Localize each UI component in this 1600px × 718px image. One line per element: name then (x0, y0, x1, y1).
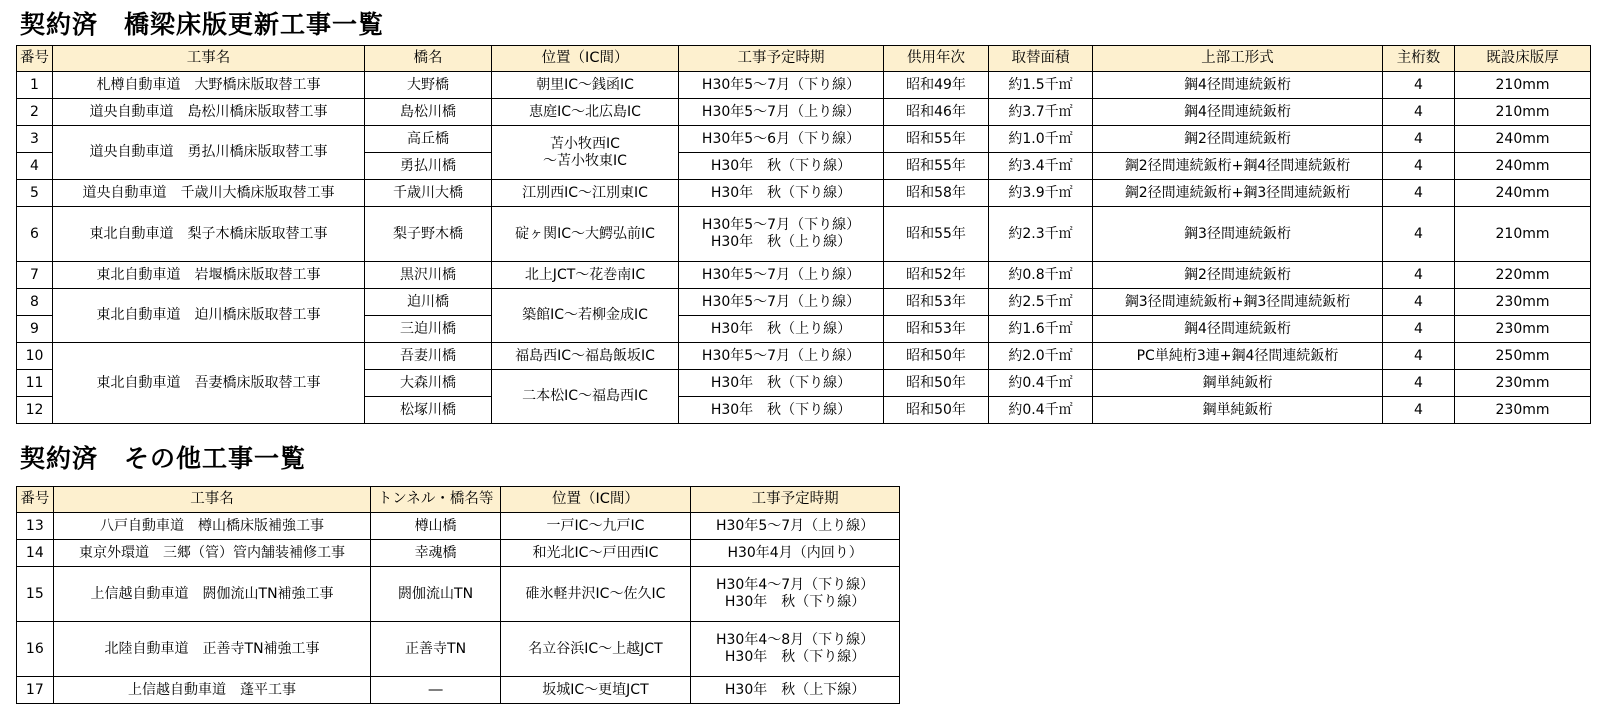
cell-year: 昭和49年 (884, 72, 989, 99)
cell-project: 八戸自動車道 樽山橋床版補強工事 (53, 513, 371, 540)
cell-bridge: 吾妻川橋 (365, 343, 492, 370)
cell-schedule: H30年5～6月（下り線） (679, 126, 884, 153)
cell-bridge: 黒沢川橋 (365, 262, 492, 289)
col-header-name: トンネル・橋名等 (371, 487, 500, 513)
cell-number: 15 (17, 567, 54, 622)
cell-area: 約3.4千㎡ (989, 153, 1093, 180)
cell-area: 約2.0千㎡ (989, 343, 1093, 370)
table-header-row (17, 487, 900, 513)
cell-thickness: 210mm (1455, 72, 1591, 99)
cell-number: 6 (17, 207, 53, 262)
col-header-location: 位置（IC間） (500, 487, 690, 513)
cell-number: 14 (17, 540, 54, 567)
cell-girders: 4 (1383, 316, 1455, 343)
cell-bridge: 迫川橋 (365, 289, 492, 316)
table-header-row (17, 46, 1591, 72)
cell-thickness: 240mm (1455, 153, 1591, 180)
cell-schedule: H30年5～7月（下り線） (679, 72, 884, 99)
cell-project: 上信越自動車道 閼伽流山TN補強工事 (53, 567, 371, 622)
cell-year: 昭和58年 (884, 180, 989, 207)
cell-year: 昭和53年 (884, 289, 989, 316)
cell-location: 江別西IC～江別東IC (492, 180, 679, 207)
col-header-year: 供用年次 (884, 46, 989, 72)
table-row (17, 207, 1591, 262)
cell-year: 昭和55年 (884, 207, 989, 262)
cell-number: 5 (17, 180, 53, 207)
cell-number: 8 (17, 289, 53, 316)
cell-number: 13 (17, 513, 54, 540)
cell-girders: 4 (1383, 207, 1455, 262)
cell-number: 10 (17, 343, 53, 370)
cell-girders: 4 (1383, 262, 1455, 289)
table-row (17, 677, 900, 704)
cell-girders: 4 (1383, 72, 1455, 99)
cell-schedule: H30年5～7月（上り線） (679, 343, 884, 370)
cell-location: 福島西IC～福島飯坂IC (492, 343, 679, 370)
cell-schedule: H30年 秋（上り線） (679, 316, 884, 343)
bridge-deck-table (16, 45, 1591, 424)
table-row (17, 513, 900, 540)
cell-name: 閼伽流山TN (371, 567, 500, 622)
cell-bridge: 高丘橋 (365, 126, 492, 153)
cell-schedule: H30年4～8月（下り線） H30年 秋（下り線） (691, 622, 900, 677)
table-row (17, 289, 1591, 316)
col-header-location: 位置（IC間） (492, 46, 679, 72)
cell-schedule: H30年5～7月（上り線） (679, 262, 884, 289)
cell-project: 道央自動車道 勇払川橋床版取替工事 (53, 126, 365, 180)
cell-structure: 鋼2径間連続鈑桁 (1093, 126, 1383, 153)
col-header-girders: 主桁数 (1383, 46, 1455, 72)
cell-location: 築館IC～若柳金成IC (492, 289, 679, 343)
cell-project: 東北自動車道 迫川橋床版取替工事 (53, 289, 365, 343)
cell-girders: 4 (1383, 343, 1455, 370)
col-header-schedule: 工事予定時期 (691, 487, 900, 513)
cell-bridge: 大森川橋 (365, 370, 492, 397)
cell-project: 東北自動車道 梨子木橋床版取替工事 (53, 207, 365, 262)
cell-number: 1 (17, 72, 53, 99)
table-row (17, 99, 1591, 126)
cell-number: 9 (17, 316, 53, 343)
cell-schedule: H30年5～7月（上り線） (691, 513, 900, 540)
cell-thickness: 210mm (1455, 99, 1591, 126)
cell-schedule: H30年 秋（下り線） (679, 370, 884, 397)
cell-structure: 鋼3径間連続鈑桁 (1093, 207, 1383, 262)
cell-girders: 4 (1383, 153, 1455, 180)
cell-location: 苫小牧西IC ～苫小牧東IC (492, 126, 679, 180)
cell-location: 二本松IC～福島西IC (492, 370, 679, 424)
cell-location: 坂城IC～更埴JCT (500, 677, 690, 704)
cell-bridge: 三迫川橋 (365, 316, 492, 343)
cell-area: 約0.4千㎡ (989, 370, 1093, 397)
table-row (17, 567, 900, 622)
table-row (17, 540, 900, 567)
table-row (17, 622, 900, 677)
cell-thickness: 230mm (1455, 316, 1591, 343)
cell-bridge: 千歳川大橋 (365, 180, 492, 207)
cell-location: 朝里IC～銭函IC (492, 72, 679, 99)
cell-project: 東京外環道 三郷（管）管内舗装補修工事 (53, 540, 371, 567)
cell-number: 12 (17, 397, 53, 424)
cell-bridge: 島松川橋 (365, 99, 492, 126)
cell-name: ― (371, 677, 500, 704)
col-header-schedule: 工事予定時期 (679, 46, 884, 72)
cell-girders: 4 (1383, 99, 1455, 126)
cell-number: 4 (17, 153, 53, 180)
cell-thickness: 250mm (1455, 343, 1591, 370)
cell-location: 一戸IC～九戸IC (500, 513, 690, 540)
cell-structure: 鋼4径間連続鈑桁 (1093, 72, 1383, 99)
cell-name: 正善寺TN (371, 622, 500, 677)
cell-number: 3 (17, 126, 53, 153)
cell-name: 幸魂橋 (371, 540, 500, 567)
cell-year: 昭和50年 (884, 343, 989, 370)
cell-project: 道央自動車道 島松川橋床版取替工事 (53, 99, 365, 126)
cell-project: 東北自動車道 吾妻橋床版取替工事 (53, 343, 365, 424)
cell-location: 北上JCT～花巻南IC (492, 262, 679, 289)
cell-thickness: 220mm (1455, 262, 1591, 289)
cell-year: 昭和53年 (884, 316, 989, 343)
cell-area: 約3.9千㎡ (989, 180, 1093, 207)
cell-thickness: 230mm (1455, 289, 1591, 316)
cell-area: 約1.0千㎡ (989, 126, 1093, 153)
cell-location: 碇ヶ関IC～大鰐弘前IC (492, 207, 679, 262)
cell-area: 約0.4千㎡ (989, 397, 1093, 424)
cell-year: 昭和55年 (884, 153, 989, 180)
col-header-number: 番号 (17, 46, 53, 72)
cell-number: 16 (17, 622, 54, 677)
cell-thickness: 230mm (1455, 397, 1591, 424)
cell-area: 約2.5千㎡ (989, 289, 1093, 316)
cell-thickness: 210mm (1455, 207, 1591, 262)
cell-area: 約3.7千㎡ (989, 99, 1093, 126)
cell-location: 恵庭IC～北広島IC (492, 99, 679, 126)
cell-structure: 鋼4径間連続鈑桁 (1093, 316, 1383, 343)
cell-project: 道央自動車道 千歳川大橋床版取替工事 (53, 180, 365, 207)
cell-location: 碓氷軽井沢IC～佐久IC (500, 567, 690, 622)
table-row (17, 180, 1591, 207)
cell-bridge: 勇払川橋 (365, 153, 492, 180)
cell-structure: 鋼4径間連続鈑桁 (1093, 99, 1383, 126)
cell-location: 和光北IC～戸田西IC (500, 540, 690, 567)
cell-area: 約1.5千㎡ (989, 72, 1093, 99)
cell-structure: PC単純桁3連+鋼4径間連続鈑桁 (1093, 343, 1383, 370)
table-row (17, 126, 1591, 153)
cell-bridge: 松塚川橋 (365, 397, 492, 424)
cell-number: 2 (17, 99, 53, 126)
cell-area: 約2.3千㎡ (989, 207, 1093, 262)
other-works-table (16, 486, 900, 704)
cell-number: 17 (17, 677, 54, 704)
cell-structure: 鋼単純鈑桁 (1093, 397, 1383, 424)
table-row (17, 72, 1591, 99)
col-header-bridge: 橋名 (365, 46, 492, 72)
cell-girders: 4 (1383, 370, 1455, 397)
cell-girders: 4 (1383, 289, 1455, 316)
cell-area: 約0.8千㎡ (989, 262, 1093, 289)
cell-schedule: H30年5～7月（下り線） H30年 秋（上り線） (679, 207, 884, 262)
cell-year: 昭和46年 (884, 99, 989, 126)
cell-thickness: 240mm (1455, 126, 1591, 153)
cell-structure: 鋼単純鈑桁 (1093, 370, 1383, 397)
cell-girders: 4 (1383, 397, 1455, 424)
cell-structure: 鋼2径間連続鈑桁+鋼4径間連続鈑桁 (1093, 153, 1383, 180)
cell-project: 北陸自動車道 正善寺TN補強工事 (53, 622, 371, 677)
col-header-thickness: 既設床版厚 (1455, 46, 1591, 72)
cell-schedule: H30年4月（内回り） (691, 540, 900, 567)
cell-name: 樽山橋 (371, 513, 500, 540)
cell-girders: 4 (1383, 126, 1455, 153)
cell-thickness: 230mm (1455, 370, 1591, 397)
cell-year: 昭和50年 (884, 397, 989, 424)
cell-schedule: H30年 秋（下り線） (679, 153, 884, 180)
cell-bridge: 大野橋 (365, 72, 492, 99)
cell-schedule: H30年 秋（上下線） (691, 677, 900, 704)
cell-project: 東北自動車道 岩堰橋床版取替工事 (53, 262, 365, 289)
col-header-structure: 上部工形式 (1093, 46, 1383, 72)
cell-thickness: 240mm (1455, 180, 1591, 207)
bridge-section-title: 契約済 橋梁床版更新工事一覧 (20, 10, 385, 39)
cell-year: 昭和52年 (884, 262, 989, 289)
cell-project: 上信越自動車道 蓬平工事 (53, 677, 371, 704)
cell-schedule: H30年5～7月（上り線） (679, 289, 884, 316)
cell-number: 11 (17, 370, 53, 397)
cell-schedule: H30年4～7月（下り線） H30年 秋（下り線） (691, 567, 900, 622)
table-row (17, 262, 1591, 289)
cell-location: 名立谷浜IC～上越JCT (500, 622, 690, 677)
cell-bridge: 梨子野木橋 (365, 207, 492, 262)
cell-area: 約1.6千㎡ (989, 316, 1093, 343)
cell-structure: 鋼2径間連続鈑桁+鋼3径間連続鈑桁 (1093, 180, 1383, 207)
table-row (17, 343, 1591, 370)
cell-structure: 鋼3径間連続鈑桁+鋼3径間連続鈑桁 (1093, 289, 1383, 316)
cell-number: 7 (17, 262, 53, 289)
cell-schedule: H30年5～7月（上り線） (679, 99, 884, 126)
col-header-project: 工事名 (53, 487, 371, 513)
cell-year: 昭和50年 (884, 370, 989, 397)
cell-year: 昭和55年 (884, 126, 989, 153)
cell-project: 札樽自動車道 大野橋床版取替工事 (53, 72, 365, 99)
col-header-project: 工事名 (53, 46, 365, 72)
cell-structure: 鋼2径間連続鈑桁 (1093, 262, 1383, 289)
col-header-number: 番号 (17, 487, 54, 513)
other-section-title: 契約済 その他工事一覧 (20, 444, 307, 473)
cell-girders: 4 (1383, 180, 1455, 207)
cell-schedule: H30年 秋（下り線） (679, 180, 884, 207)
col-header-area: 取替面積 (989, 46, 1093, 72)
cell-schedule: H30年 秋（下り線） (679, 397, 884, 424)
